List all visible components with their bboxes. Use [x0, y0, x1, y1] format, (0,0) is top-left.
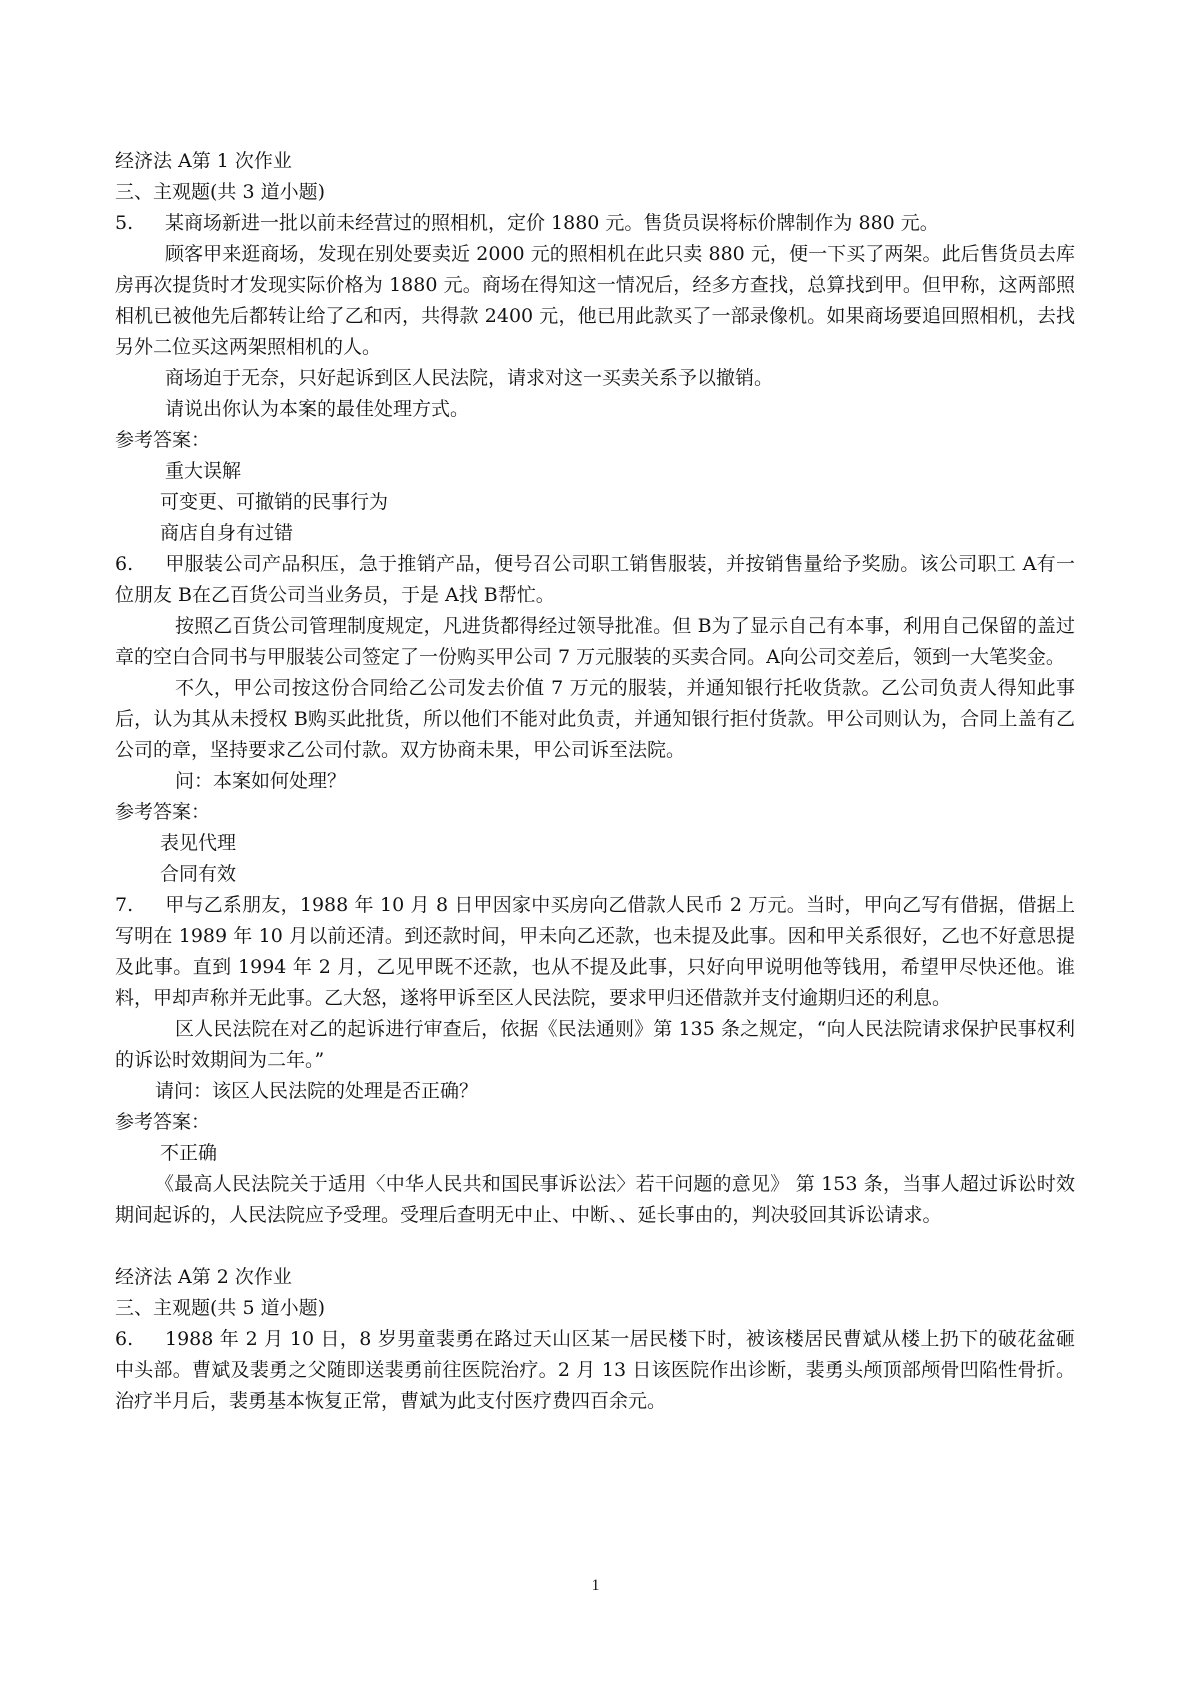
- question-5-answer-2: 可变更、可撤销的民事行为: [160, 491, 389, 513]
- question-5-answer-3: 商店自身有过错: [160, 522, 294, 544]
- homework-2-section-heading: 三、主观题(共 5 道小题): [115, 1297, 325, 1319]
- question-7-paragraph-2: 区人民法院在对乙的起诉进行审查后，依据《民法通则》第 135 条之规定，“向人民法院请求保护民事权利的诉讼时效期间为二年。”: [115, 1018, 1075, 1071]
- question-5-paragraph-4: 请说出你认为本案的最佳处理方式。: [165, 398, 470, 420]
- question-5-paragraph-2: 顾客甲来逛商场，发现在别处要卖近 2000 元的照相机在此只卖 880 元，便一下买了两架。此后售货员去库房再次提货时才发现实际价格为 1880 元。商场在得知这一情况后，经多方查找，总算找到甲。但甲称，这两部照相机已被他先后都转让给了乙和丙，共得款 2400 元，他已用此款买了一部录像机。如果商场要追回照相机，去找另外二位买这两架照相机的人。: [115, 243, 1075, 358]
- homework-2-question-6-paragraph-1: [115, 1324, 1075, 1417]
- question-7-paragraph-1: [115, 890, 1075, 1014]
- question-5-answer-1: 重大误解: [165, 460, 242, 482]
- question-5-reference-label: 参考答案：: [115, 429, 211, 451]
- homework-2-title: 经济法 A第 2 次作业: [115, 1266, 292, 1288]
- question-7-reference-label: 参考答案：: [115, 1111, 211, 1133]
- homework-1-title: 经济法 A第 1 次作业: [115, 150, 292, 172]
- question-6-number: 6.: [115, 553, 134, 575]
- question-7-answer-1: 不正确: [160, 1142, 218, 1164]
- question-6-paragraph-2: 按照乙百货公司管理制度规定，凡进货都得经过领导批准。但 B为了显示自己有本事，利用自己保留的盖过章的空白合同书与甲服装公司签定了一份购买甲公司 7 万元服装的买卖合同。A向公司交差后，领到一大笔奖金。: [115, 615, 1075, 668]
- document-body: [115, 146, 1075, 1417]
- question-6-answer-2: 合同有效: [160, 863, 237, 885]
- question-7-text-1: 甲与乙系朋友，1988 年 10 月 8 日甲因家中买房向乙借款人民币 2 万元。当时，甲向乙写有借据，借据上写明在 1989 年 10 月以前还清。到还款时间，甲未向乙还款，也未提及此事。因和甲关系很好，乙也不好意思提及此事。直到 1994 年 2 月，乙见甲既不还款，也从不提及此事，只好向甲说明他等钱用，希望甲尽快还他。谁料，甲却声称并无此事。乙大怒，遂将甲诉至区人民法院，要求甲归还借款并支付逾期归还的利息。: [115, 894, 1075, 1009]
- question-7-number: 7.: [115, 894, 134, 916]
- question-5-number: 5.: [115, 212, 134, 234]
- question-6-paragraph-4: 问：本案如何处理？: [175, 770, 347, 792]
- question-6-paragraph-3: 不久，甲公司按这份合同给乙公司发去价值 7 万元的服装，并通知银行托收货款。乙公司负责人得知此事后，认为其从未授权 B购买此批货，所以他们不能对此负责，并通知银行拒付货款。甲公司则认为，合同上盖有乙公司的章，坚持要求乙公司付款。双方协商未果，甲公司诉至法院。: [115, 677, 1075, 761]
- question-6-paragraph-1: [115, 549, 1075, 611]
- homework-2-question-6-number: 6.: [115, 1328, 134, 1350]
- homework-2-question-6-text-1: 1988 年 2 月 10 日，8 岁男童裴勇在路过天山区某一居民楼下时，被该楼居民曹斌从楼上扔下的破花盆砸中头部。曹斌及裴勇之父随即送裴勇前往医院治疗。2 月 13 日该医院作出诊断，裴勇头颅顶部颅骨凹陷性骨折。治疗半月后，裴勇基本恢复正常，曹斌为此支付医疗费四百余元。: [115, 1328, 1075, 1412]
- page-number: 1: [591, 1577, 600, 1594]
- question-7-paragraph-3: 请问：该区人民法院的处理是否正确？: [155, 1080, 479, 1102]
- question-6-text-1: 甲服装公司产品积压，急于推销产品，便号召公司职工销售服装，并按销售量给予奖励。该公司职工 A有一位朋友 B在乙百货公司当业务员，于是 A找 B帮忙。: [115, 553, 1075, 606]
- question-6-reference-label: 参考答案：: [115, 801, 211, 823]
- question-5-text-1: 某商场新进一批以前未经营过的照相机，定价 1880 元。售货员误将标价牌制作为 880 元。: [165, 212, 939, 234]
- question-7-answer-2: 《最高人民法院关于适用〈中华人民共和国民事诉讼法〉若干问题的意见》 第 153 条，当事人超过诉讼时效期间起诉的，人民法院应予受理。受理后查明无中止、中断、、延长事由的，判决驳回其诉讼请求。: [115, 1173, 1075, 1226]
- section-gap: [115, 1231, 1075, 1262]
- question-5-paragraph-1: [115, 208, 1075, 239]
- homework-1-section-heading: 三、主观题(共 3 道小题): [115, 181, 325, 203]
- question-5-paragraph-3: 商场迫于无奈，只好起诉到区人民法院，请求对这一买卖关系予以撤销。: [165, 367, 774, 389]
- question-6-answer-1: 表见代理: [160, 832, 237, 854]
